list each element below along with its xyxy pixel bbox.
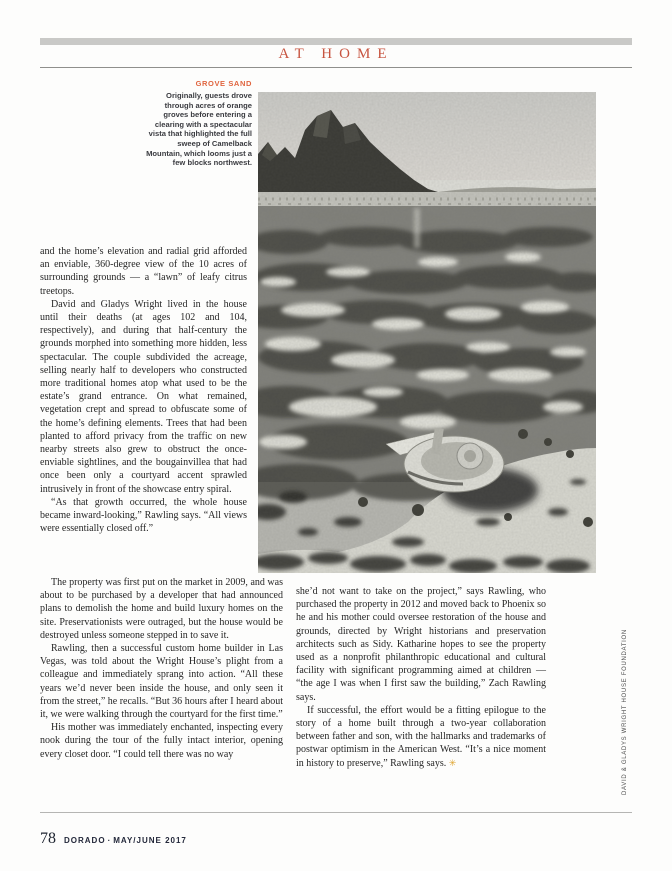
issue-date: MAY/JUNE 2017 — [113, 836, 187, 845]
footer-rule — [40, 812, 632, 813]
header-rule — [40, 67, 632, 68]
photo-credit: DAVID & GLADYS WRIGHT HOUSE FOUNDATION — [622, 629, 628, 795]
aerial-photo — [258, 92, 596, 573]
footer — [40, 830, 187, 848]
body-text-column-left-top — [40, 245, 247, 535]
article-paragraph: His mother was immediately enchanted, inspecting every nook during the tour of the fully intact interior, opening every closet door. “I could tell there was no way — [40, 722, 283, 760]
article-paragraph: David and Gladys Wright lived in the house until their deaths (at ages 102 and 104, respectively), and during that half-century the grounds morphed into something more hidden, less spectacular. The couple subdivided the acreage, selling nearly half to developers who constructed more traditional homes atop what used to be the estate’s grand entrance. On what remained, vegetation crept and spread to obfuscate some of the home’s defining elements. Trees that had been planted to afford privacy from the traffic on new nearby streets also grew to obstruct the once-enviable sightlines, and the bougainvillea that had once been only a courtyard accent sprawled intrusively in front of the showcase entry spiral. — [40, 298, 247, 495]
photo-caption — [146, 79, 252, 168]
magazine-name: DORADO — [64, 836, 106, 845]
section-title: AT HOME — [278, 46, 394, 62]
caption-kicker: GROVE SAND — [195, 79, 252, 88]
article-paragraph: “As that growth occurred, the whole house became inward-looking,” Rawling says. “All views were essentially closed off.” — [40, 496, 247, 535]
body-text-column-right — [296, 585, 546, 771]
paragraph-text: If successful, the effort would be a fitting epilogue to the story of a home built through a two-year collaboration between father and son, with the hallmarks and trademarks of postwar optimism in the American West. “It’s a nice moment in history to preserve,” Rawling says. — [296, 704, 546, 769]
footer-separator: · — [107, 836, 112, 845]
body-text-column-left-bottom — [40, 576, 283, 761]
page-number: 78 — [40, 830, 56, 847]
caption-text: Originally, guests drove through acres of orange groves before entering a clearing with a spectacular vista that highlighted the full sweep of Camelback Mountain, which looms just a few blocks northwest. — [146, 91, 252, 168]
end-mark-icon: ✳ — [448, 758, 457, 769]
article-paragraph: Rawling, then a successful custom home builder in Las Vegas, was told about the Wright House’s plight from a colleague and immediately sprang into action. “All these years we’d never been inside the house, and only seen it from the street,” he recalls. “But 36 hours after I heard about it, we were walking through the courtyard for the first time.” — [40, 643, 283, 721]
article-paragraph: The property was first put on the market in 2009, and was about to be purchased by a developer that had announced plans to demolish the home and build luxury homes on the site. Preservationists were outraged, but the house would be destroyed unless someone stepped in to save it. — [40, 577, 283, 641]
article-paragraph — [296, 704, 546, 771]
article-paragraph: and the home’s elevation and radial grid afforded an enviable, 360-degree view of the 10 acres of surrounding grounds — a “lawn” of leafy citrus treetops. — [40, 246, 247, 297]
article-paragraph: she’d not want to take on the project,” says Rawling, who purchased the property in 2012 and moved back to Phoenix so he and his mother could oversee restoration of the house and grounds, directed by Wright historians and preservation architects such as Sidy. Katharine hopes to see the property used as a nonprofit philanthropic educational and cultural facility with significant programming aimed at children — “the age I was when I first saw the building,” Zach Rawling says. — [296, 586, 546, 703]
